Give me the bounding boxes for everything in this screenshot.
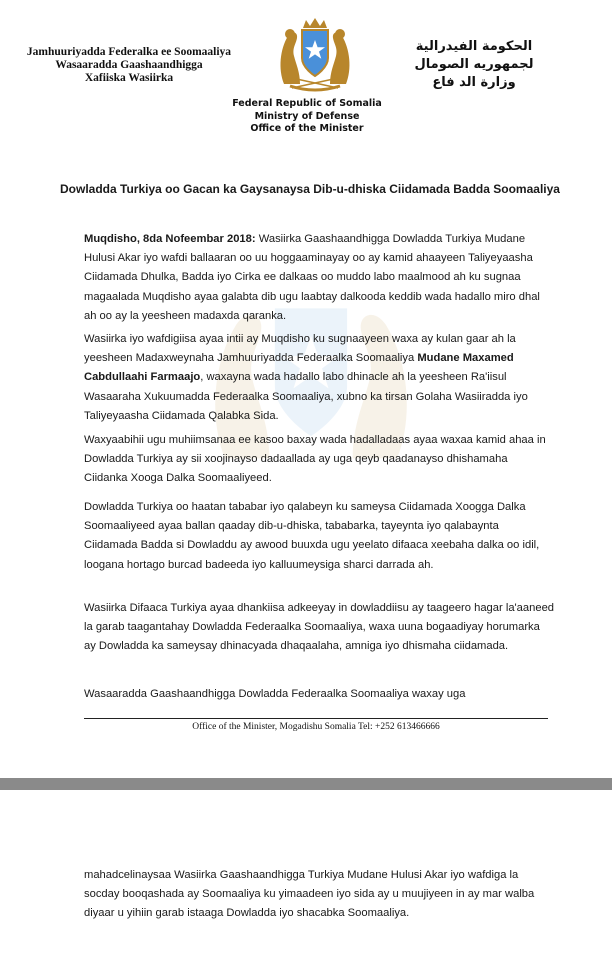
letterhead-left-line: Wasaaradda Gaashaandhigga (55, 59, 203, 71)
coat-of-arms-emblem (270, 14, 360, 94)
letterhead-center-line: Ministry of Defense (254, 110, 360, 122)
letterhead-right-line: الحكومة الفيدرالية (415, 39, 533, 54)
paragraph-2 (84, 330, 554, 426)
document-title: Dowladda Turkiya oo Gacan ka Gaysanaysa Dib-u-dhiska Ciidamada Badda Soomaaliya (60, 182, 560, 196)
paragraph-2-text-b: , waxayna wada hadallo labo dhinacle ah la yeesheen Ra'iisul Wasaaraha Xukuumadda Federaalka Soomaaliya, xubno ka tirsan Golaha Wasiiradda iyo Taliyeyaasha Ciidamada Qalabka Sida. (84, 371, 528, 422)
paragraph-3 (84, 431, 554, 489)
document-page-2 (0, 790, 612, 960)
paragraph-5 (84, 599, 554, 657)
president-name: Mudane Maxamed Cabdullaahi Farmaajo (84, 352, 514, 384)
paragraph-6 (84, 685, 554, 704)
paragraph-5-text: Wasiirka Difaaca Turkiya ayaa dhankiisa adkeeyay in dowladdiisu ay taageero hagar la'aaneed la garab taagantahay Dowladda Federaalka Soomaaliya, waxa uuna bogaadiyay horumarka ay Dowladda ka sameysay dhinacyada dhaqaalaha, amniga iyo dhismaha ciidamada. (84, 602, 555, 653)
letterhead-right-arabic (394, 38, 554, 92)
paragraph-7 (84, 866, 554, 924)
paragraph-6-text: Wasaaradda Gaashaandhigga Dowladda Federaalka Soomaaliya waxay uga (84, 688, 466, 700)
footer-divider (84, 718, 548, 719)
paragraph-3-text: Waxyaabihii ugu muhiimsanaa ee kasoo baxay wada hadalladaas ayaa waxaa kamid ahaa in Dowladda Turkiya ay sii xoojinayso dadaallada ay uga qeyb qaadanayso dhishamaha Ciidanka Xooga Dalka Soomaaliyeed. (84, 434, 546, 485)
paragraph-2-text-a: Wasiirka iyo wafdigiisa ayaa intii ay Muqdisho ku sugnaayeen waxa ay kulan gaar ah la yeesheen Madaxweynaha Jamhuuriyadda Federaalka Soomaaliya (84, 333, 516, 365)
letterhead-center-line: Office of the Minister (250, 123, 364, 134)
letterhead-right-line: وزارة الد فاع (432, 75, 516, 90)
letterhead-center (200, 98, 414, 136)
dateline: Muqdisho, 8da Nofeembar 2018: (84, 233, 256, 245)
letterhead-left-line: Xafiiska Wasiirka (84, 72, 174, 84)
paragraph-1 (84, 230, 554, 326)
letterhead-left (14, 46, 244, 85)
paragraph-1-text: Wasiirka Gaashaandhigga Dowladda Turkiya Mudane Hulusi Akar iyo wafdi ballaaran oo uu hoggaaminayay oo ay kamid ahaayeen Taliyeyaasha Ciidamada Dhulka, Badda iyo Cirka ee dalkaas oo muddo labo maalmood ah ku sugnaa magaalada Muqdisho ayaa galabta dib ugu laabtay dalkooda keddib wada hadallo miro dhal ah oo ay la yeesheen madaxda qaranka. (84, 233, 540, 322)
footer-contact: Office of the Minister, Mogadishu Somalia Tel: +252 613466666 (192, 722, 440, 732)
paragraph-4-text: Dowladda Turkiya oo haatan tababar iyo qalabeyn ku sameysa Ciidamada Xoogga Dalka Soomaaliyeed ayaa ballan qaaday dib-u-dhiska, tababarka, tayeynta iyo qalabaynta Ciidamada Badda si Dowladdu ay awood buuxda ugu yeelato difaaca xeebaha dalka oo idil, loogana hortago burcad badeeda iyo kalluumeysiga sharci darrada ah. (84, 501, 540, 571)
letterhead-center-line: Federal Republic of Somalia (232, 98, 382, 109)
paragraph-4 (84, 498, 554, 575)
letterhead-left-line: Jamhuuriyadda Federalka ee Soomaaliya (26, 46, 232, 58)
paragraph-7-text: mahadcelinaysaa Wasiirka Gaashaandhigga Turkiya Mudane Hulusi Akar iyo wafdiga la socday booqashada ay Soomaaliya ku yimaadeen iyo sida ay u muujiyeen in ay mar walba diyaar u yihiin garab istaaga Dowladda iyo shacabka Soomaaliya. (84, 869, 535, 920)
letterhead-right-line: لجمهوريه الصومال (414, 57, 534, 72)
